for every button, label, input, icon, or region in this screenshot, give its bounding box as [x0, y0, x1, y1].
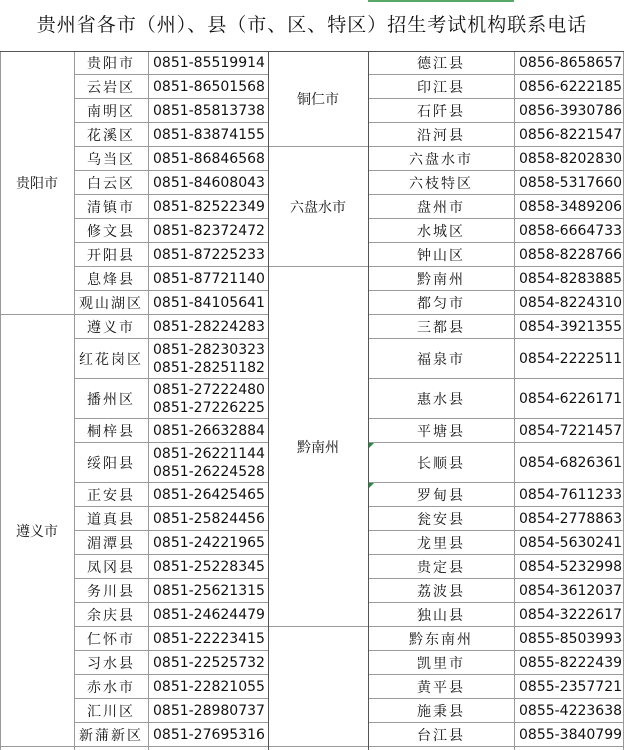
column-divider [148, 51, 149, 750]
selection-indicator [368, 0, 514, 2]
phone-number: 0854-6226171 [519, 391, 623, 407]
county-name: 黔东南州 [409, 632, 473, 648]
phone-number: 0851-82372472 [153, 223, 265, 239]
county-name: 长顺县 [417, 456, 465, 472]
phone-number: 0851-27695316 [153, 727, 265, 743]
phone-number: 0851-24221965 [153, 535, 265, 551]
county-name: 清镇市 [87, 200, 135, 216]
county-name: 荔波县 [417, 584, 465, 600]
phone-number [148, 339, 268, 379]
phone-number-line: 0851-28230323 [153, 342, 265, 358]
phone-number: 0858-6664733 [519, 223, 623, 239]
county-name: 新蒲新区 [79, 728, 143, 744]
phone-number: 0858-3489206 [519, 199, 623, 215]
phone-number: 0851-82522349 [153, 199, 265, 215]
phone-number: 0854-8283885 [519, 271, 623, 287]
county-name: 观山湖区 [79, 296, 143, 312]
county-name: 黔南州 [417, 272, 465, 288]
city-name: 遵义市 [16, 524, 58, 540]
phone-number: 0855-8503993 [519, 631, 623, 647]
county-name: 余庆县 [87, 608, 135, 624]
county-name: 道真县 [87, 512, 135, 528]
phone-number: 0851-83874155 [153, 127, 265, 143]
phone-number: 0854-3921355 [519, 319, 623, 335]
county-name: 凯里市 [417, 656, 465, 672]
phone-number: 0851-87225233 [153, 247, 265, 263]
county-name: 湄潭县 [87, 536, 135, 552]
county-name: 水城区 [417, 224, 465, 240]
county-name: 修文县 [87, 224, 135, 240]
cell-note-marker [369, 443, 374, 448]
county-name: 播州区 [87, 392, 135, 408]
county-name: 平塘县 [417, 424, 465, 440]
county-name: 云岩区 [87, 80, 135, 96]
phone-number: 0854-7611233 [519, 487, 623, 503]
county-name: 务川县 [87, 584, 135, 600]
row-divider [74, 746, 268, 747]
county-name: 罗甸县 [417, 488, 465, 504]
phone-number: 0851-25621315 [153, 583, 265, 599]
phone-number-line: 0851-26221144 [153, 446, 265, 462]
city-name [268, 627, 368, 747]
county-name: 都匀市 [417, 296, 465, 312]
county-name: 南明区 [87, 104, 135, 120]
phone-number: 0855-8222439 [519, 655, 623, 671]
phone-number-line: 0851-26224528 [153, 464, 265, 480]
phone-number: 0854-7221457 [519, 423, 623, 439]
county-name: 施秉县 [417, 704, 465, 720]
column-divider [74, 51, 75, 750]
county-name: 绥阳县 [87, 456, 135, 472]
phone-number: 0854-3612037 [519, 583, 623, 599]
city-name: 铜仁市 [297, 92, 339, 108]
column-divider [514, 51, 515, 750]
county-name: 赤水市 [87, 680, 135, 696]
county-name: 福泉市 [417, 352, 465, 368]
phone-number: 0851-86501568 [153, 79, 265, 95]
phone-number: 0854-5232998 [519, 559, 623, 575]
city-name: 黔南州 [297, 440, 339, 456]
county-name: 黄平县 [417, 680, 465, 696]
phone-number: 0856-6222185 [519, 79, 623, 95]
phone-number: 0854-2778863 [519, 511, 623, 527]
phone-number: 0851-22223415 [153, 631, 265, 647]
phone-number: 0854-5630241 [519, 535, 623, 551]
phone-number: 0858-8228766 [519, 247, 623, 263]
county-name: 白云区 [87, 176, 135, 192]
phone-number: 0855-2357721 [519, 679, 623, 695]
phone-number: 0851-22821055 [153, 679, 265, 695]
county-name: 息烽县 [87, 272, 135, 288]
county-name: 乌当区 [87, 152, 135, 168]
phone-number: 0851-86846568 [153, 151, 265, 167]
phone-number [148, 379, 268, 419]
phone-number: 0851-26632884 [153, 423, 265, 439]
county-name: 台江县 [417, 728, 465, 744]
county-name: 仁怀市 [87, 632, 135, 648]
county-name: 红花岗区 [79, 352, 143, 368]
county-name: 开阳县 [87, 248, 135, 264]
row-divider [0, 51, 624, 52]
county-name: 三都县 [417, 320, 465, 336]
phone-number: 0854-2222511 [519, 351, 623, 367]
phone-number: 0854-3222617 [519, 607, 623, 623]
phone-number [148, 443, 268, 483]
phone-number: 0851-26425465 [153, 487, 265, 503]
county-name: 盘州市 [417, 200, 465, 216]
county-name: 六枝特区 [409, 176, 473, 192]
phone-number: 0851-84608043 [153, 175, 265, 191]
county-name: 花溪区 [87, 128, 135, 144]
phone-number: 0851-28224283 [153, 319, 265, 335]
phone-number: 0856-8658657 [519, 55, 623, 71]
phone-list [153, 381, 265, 417]
phone-number: 0851-87721140 [153, 271, 265, 287]
phone-number: 0855-4223638 [519, 703, 623, 719]
phone-number: 0851-85813738 [153, 103, 265, 119]
county-name: 遵义市 [87, 320, 135, 336]
phone-number: 0851-25228345 [153, 559, 265, 575]
county-name: 贵定县 [417, 560, 465, 576]
page-title: 贵州省各市（州）、县（市、区、特区）招生考试机构联系电话 [36, 14, 588, 36]
phone-number: 0851-25824456 [153, 511, 265, 527]
county-name: 桐梓县 [87, 424, 135, 440]
county-name: 石阡县 [417, 104, 465, 120]
phone-number: 0854-8224310 [519, 295, 623, 311]
county-name: 瓮安县 [417, 512, 465, 528]
phone-number: 0851-28980737 [153, 703, 265, 719]
phone-number: 0851-84105641 [153, 295, 265, 311]
phone-number: 0858-8202830 [519, 151, 623, 167]
county-name: 沿河县 [417, 128, 465, 144]
county-name: 龙里县 [417, 536, 465, 552]
city-name: 六盘水市 [290, 200, 346, 216]
phone-number: 0856-3930786 [519, 103, 623, 119]
county-name: 习水县 [87, 656, 135, 672]
county-name: 汇川区 [87, 704, 135, 720]
phone-number: 0856-8221547 [519, 127, 623, 143]
county-name: 贵阳市 [87, 56, 135, 72]
county-name: 惠水县 [417, 392, 465, 408]
phone-number: 0851-24624479 [153, 607, 265, 623]
cell-note-marker [369, 483, 374, 488]
phone-number-line: 0851-27226225 [153, 400, 265, 416]
county-name: 印江县 [417, 80, 465, 96]
phone-number-line: 0851-28251182 [153, 360, 265, 376]
phone-number: 0851-22525732 [153, 655, 265, 671]
phone-number: 0851-85519914 [153, 55, 265, 71]
row-divider [0, 746, 74, 747]
column-divider [268, 51, 269, 750]
phone-number: 0855-3840799 [519, 727, 623, 743]
county-name: 正安县 [87, 488, 135, 504]
city-name: 贵阳市 [16, 176, 58, 192]
county-name: 独山县 [417, 608, 465, 624]
column-divider [368, 51, 369, 750]
county-name: 德江县 [417, 56, 465, 72]
contact-table [0, 51, 624, 750]
phone-list [153, 341, 265, 377]
county-name: 凤冈县 [87, 560, 135, 576]
row-divider [368, 746, 624, 747]
phone-list [153, 445, 265, 481]
phone-number: 0858-5317660 [519, 175, 623, 191]
phone-number-line: 0851-27222480 [153, 382, 265, 398]
county-name: 钟山区 [417, 248, 465, 264]
county-name: 六盘水市 [409, 152, 473, 168]
column-divider [0, 51, 1, 750]
phone-number: 0854-6826361 [519, 455, 623, 471]
row-divider [268, 746, 368, 747]
